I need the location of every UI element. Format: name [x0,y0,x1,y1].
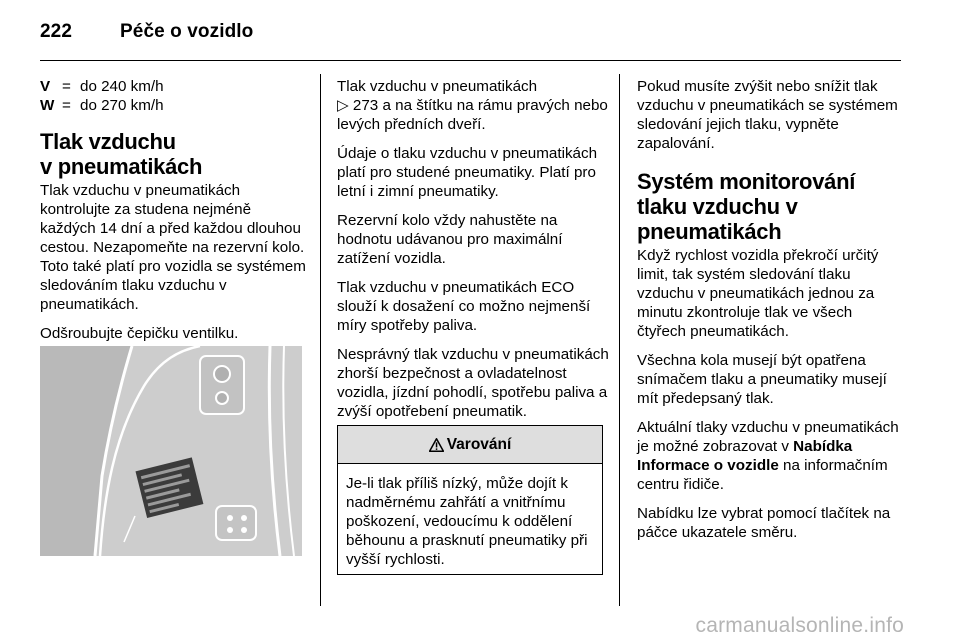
section-heading-tpms: Systém monitorování tlaku vzduchu v pneumatikách [637,169,856,244]
warning-triangle-icon [429,438,444,452]
warning-title: Varování [446,435,512,453]
chapter-title: Péče o vozidlo [120,21,254,42]
paragraph: Tlak vzduchu v pneumatikách ECO slouží k dosažení co možno nejmenší míry spotřeby paliva. [337,279,591,334]
warning-text: Je-li tlak příliš nízký, může dojít k nadměrnému zahřátí a vnitřnímu poškození, vedoucímu k oddělení běhounu a prasknutí pneumatiky při vyšší rychlosti. [346,475,588,568]
paragraph: Když rychlost vozidla překročí určitý limit, tak systém sledování tlaku vzduchu v pneumatikách jednou za minutu zkontroluje tlak ve všech čtyřech pneumatikách. [637,247,879,340]
warning-header [338,426,602,464]
speed-row-v [40,77,308,96]
page-header [40,21,253,43]
paragraph-pressure-reference [337,77,609,134]
column-1 [40,77,308,353]
paragraph: Odšroubujte čepičku ventilku. [40,325,239,342]
speed-eq: = [62,97,71,114]
speed-key: V [40,78,51,95]
paragraph: Nabídku lze vybrat pomocí tlačítek na páčce ukazatele směru. [637,505,891,541]
paragraph: Nesprávný tlak vzduchu v pneumatikách zhorší bezpečnost a ovladatelnost vozidla, jízdní pohodlí, spotřebu paliva a zvýší opotřebení pneumatik. [337,346,609,420]
column-3 [637,77,903,552]
paragraph: Všechna kola musejí být opatřena snímačem tlaku a pneumatiky musejí mít předepsaný tlak. [637,352,887,407]
heading-line-2: v pneumatikách [40,154,203,179]
menu-name: Nabídka Informace o vozidle [637,438,853,474]
door-pillar-drawing [40,346,302,556]
text-span: 273 a na štítku na rámu pravých nebo levých předních dveří. [337,97,608,133]
text-span: na informačním centru řidiče. [637,457,888,493]
paragraph: Rezervní kolo vždy nahustěte na hodnotu udávanou pro maximální zatížení vozidla. [337,212,563,267]
speed-eq: = [62,78,71,95]
column-divider-1 [320,74,321,606]
text-span: Tlak vzduchu v pneumatikách [337,78,538,95]
section-heading-tire-pressure [40,129,308,179]
speed-row-w [40,96,308,115]
heading-line-1: Tlak vzduchu [40,129,176,154]
paragraph: Údaje o tlaku vzduchu v pneumatikách platí pro studené pneumatiky. Platí pro letní i zimní pneumatiky. [337,145,598,200]
reference-arrow-icon: ▷ [337,96,349,114]
paragraph-menu-reference [637,418,903,494]
page-number: 222 [40,21,73,42]
speed-value: do 240 km/h [80,78,164,95]
speed-value: do 270 km/h [80,97,164,114]
text-span: Aktuální tlaky vzduchu v pneumatikách je možné zobrazovat v [637,419,899,455]
paragraph: Pokud musíte zvýšit nebo snížit tlak vzduchu v pneumatikách se systémem sledování jejich tlaku, vypněte zapalování. [637,78,898,152]
door-pillar-illustration [40,346,302,556]
column-2 [337,77,609,431]
speed-key: W [40,97,55,114]
watermark: carmanualsonline.info [695,614,904,637]
paragraph: Tlak vzduchu v pneumatikách kontrolujte za studena nejméně každých 14 dní a před každou dlouhou cestou. Nezapomeňte na rezervní kolo. Toto také platí pro vozidla se systémem sledováním tlaku vzduchu v pneumatikách. [40,182,306,313]
column-divider-2 [619,74,620,606]
header-rule [40,60,901,61]
warning-box [337,425,603,575]
